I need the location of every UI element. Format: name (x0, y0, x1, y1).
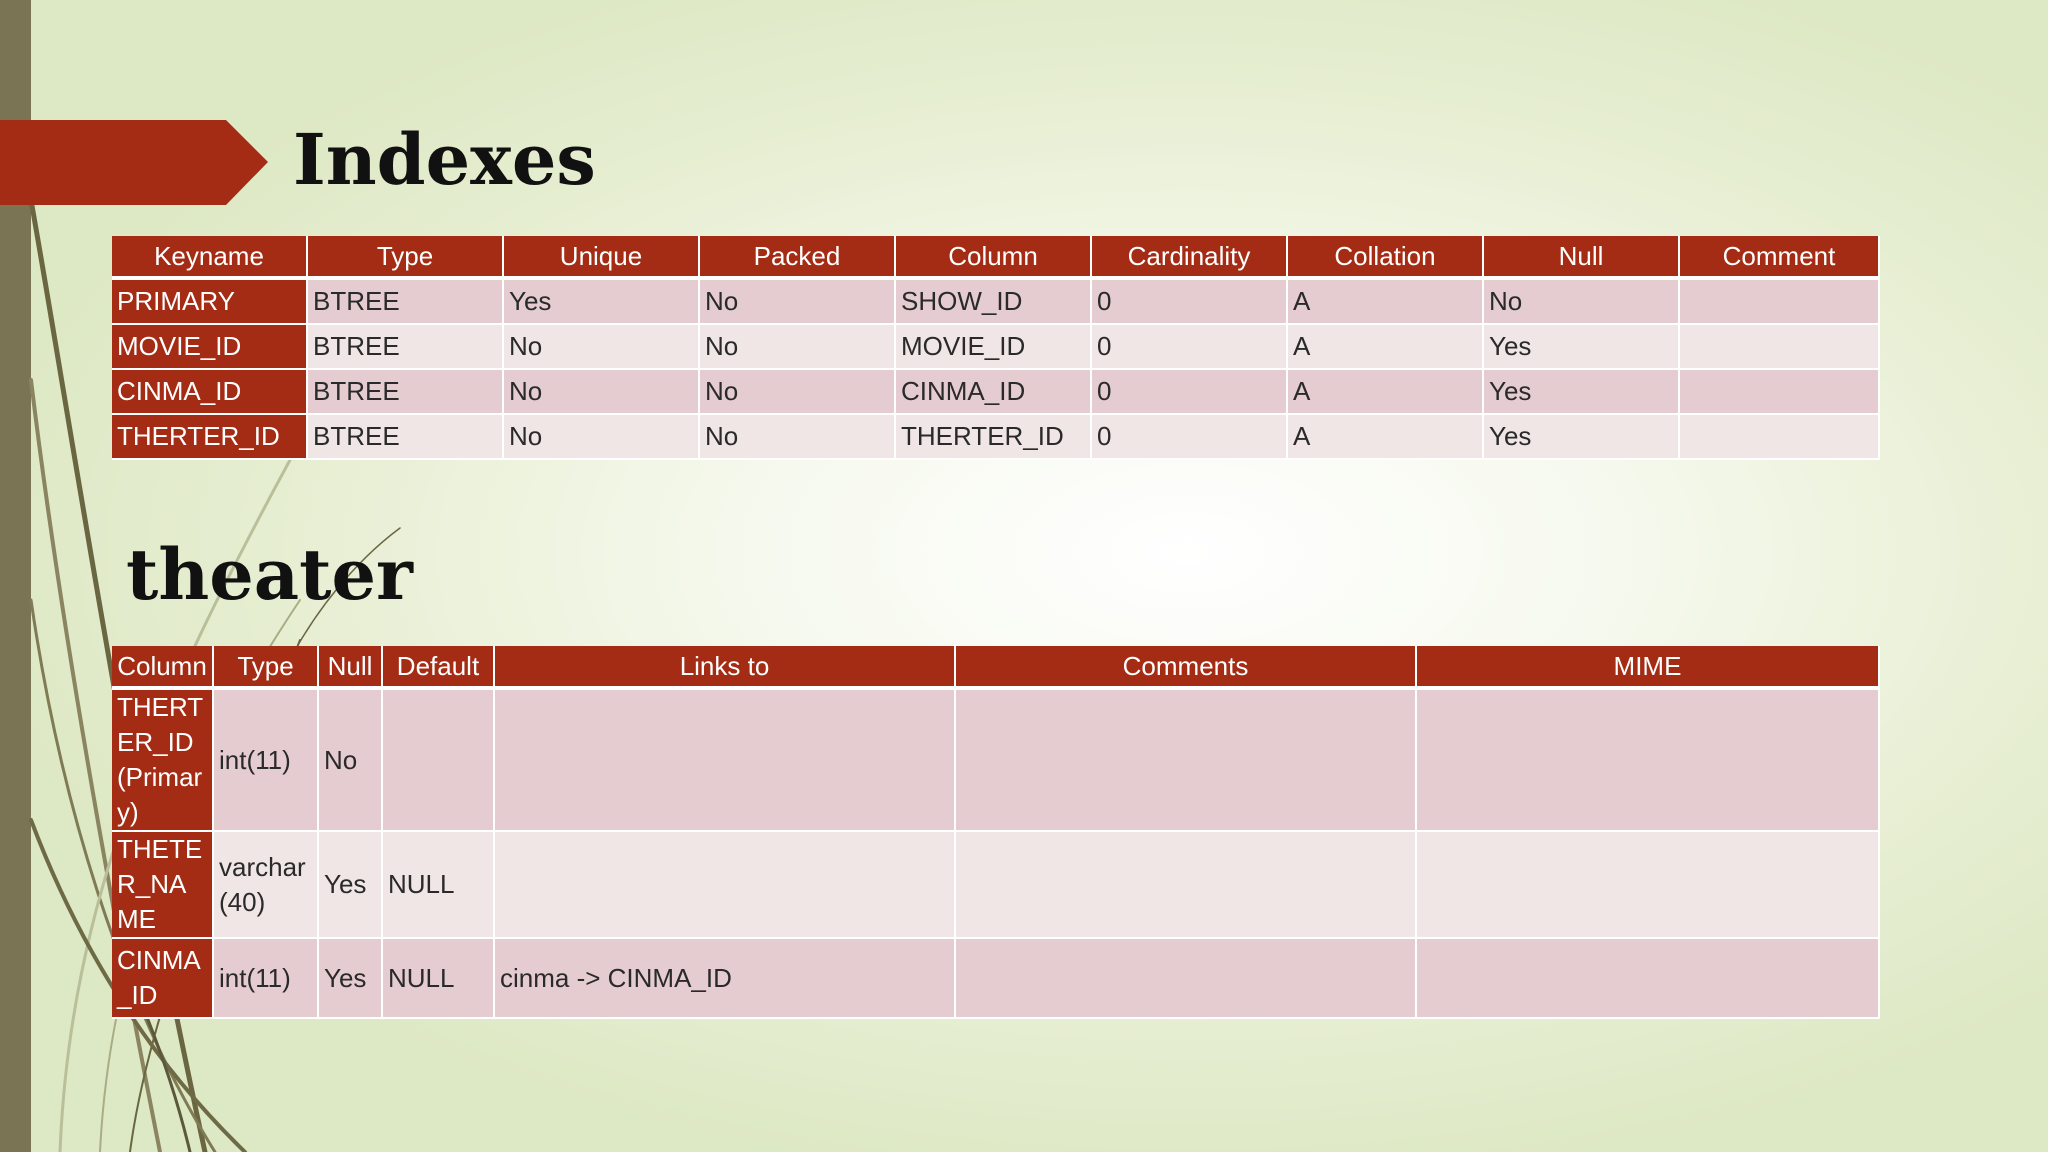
column-header: Keyname (112, 236, 308, 280)
table-header-row (112, 236, 1880, 280)
table-cell (956, 832, 1417, 939)
table-cell: No (700, 415, 896, 460)
table-cell: BTREE (308, 415, 504, 460)
table-cell (956, 690, 1417, 832)
indexes-title: Indexes (293, 118, 596, 201)
table-cell: A (1288, 415, 1484, 460)
table-cell: varchar(40) (214, 832, 319, 939)
table-cell: THETER_NAME (112, 832, 214, 939)
table-row (112, 370, 1880, 415)
table-cell: int(11) (214, 939, 319, 1019)
table-row (112, 832, 1880, 939)
table-cell: No (504, 370, 700, 415)
column-header: Unique (504, 236, 700, 280)
table-cell: THERTER_ID (896, 415, 1092, 460)
table-cell (1680, 325, 1880, 370)
table-cell: CINMA_ID (112, 939, 214, 1019)
table-cell: MOVIE_ID (896, 325, 1092, 370)
column-header: Comment (1680, 236, 1880, 280)
table-cell (1417, 832, 1880, 939)
column-header: MIME (1417, 646, 1880, 690)
table-cell: SHOW_ID (896, 280, 1092, 325)
column-header: Column (896, 236, 1092, 280)
table-header-row (112, 646, 1880, 690)
table-cell: CINMA_ID (896, 370, 1092, 415)
table-cell (956, 939, 1417, 1019)
table-cell (1417, 690, 1880, 832)
column-header: Null (1484, 236, 1680, 280)
column-header: Type (214, 646, 319, 690)
column-header: Links to (495, 646, 956, 690)
column-header: Null (319, 646, 383, 690)
column-header: Default (383, 646, 495, 690)
table-cell: Yes (504, 280, 700, 325)
table-cell: No (504, 325, 700, 370)
table-cell: THERTER_ID (Primary) (112, 690, 214, 832)
table-cell: Yes (319, 939, 383, 1019)
table-cell: BTREE (308, 370, 504, 415)
table-cell: No (700, 325, 896, 370)
column-header: Collation (1288, 236, 1484, 280)
table-cell: MOVIE_ID (112, 325, 308, 370)
table-cell: NULL (383, 832, 495, 939)
column-header: Comments (956, 646, 1417, 690)
table-cell: Yes (1484, 325, 1680, 370)
table-cell: int(11) (214, 690, 319, 832)
table-cell (1680, 280, 1880, 325)
table-cell: No (1484, 280, 1680, 325)
table-cell: A (1288, 280, 1484, 325)
column-header: Column (112, 646, 214, 690)
table-cell: A (1288, 370, 1484, 415)
table-cell: No (319, 690, 383, 832)
table-cell: BTREE (308, 280, 504, 325)
table-cell: THERTER_ID (112, 415, 308, 460)
theater-title: theater (126, 533, 413, 616)
table-cell: BTREE (308, 325, 504, 370)
table-cell: No (504, 415, 700, 460)
table-row (112, 415, 1880, 460)
table-cell: Yes (1484, 415, 1680, 460)
table-cell (495, 832, 956, 939)
table-cell: CINMA_ID (112, 370, 308, 415)
column-header: Type (308, 236, 504, 280)
table-cell (1417, 939, 1880, 1019)
column-header: Packed (700, 236, 896, 280)
table-cell (383, 690, 495, 832)
table-cell (1680, 415, 1880, 460)
table-cell: NULL (383, 939, 495, 1019)
table-row (112, 690, 1880, 832)
table-cell: A (1288, 325, 1484, 370)
table-row (112, 280, 1880, 325)
table-cell: No (700, 280, 896, 325)
table-cell: 0 (1092, 325, 1288, 370)
table-cell (1680, 370, 1880, 415)
title-arrow-banner (0, 120, 268, 205)
table-cell (495, 690, 956, 832)
table-cell: 0 (1092, 415, 1288, 460)
table-cell: 0 (1092, 280, 1288, 325)
theater-columns-table (112, 646, 1880, 1019)
table-cell: 0 (1092, 370, 1288, 415)
table-cell: PRIMARY (112, 280, 308, 325)
table-cell: Yes (1484, 370, 1680, 415)
table-cell: No (700, 370, 896, 415)
table-cell: cinma -> CINMA_ID (495, 939, 956, 1019)
table-row (112, 939, 1880, 1019)
table-row (112, 325, 1880, 370)
indexes-table (112, 236, 1880, 460)
column-header: Cardinality (1092, 236, 1288, 280)
table-cell: Yes (319, 832, 383, 939)
